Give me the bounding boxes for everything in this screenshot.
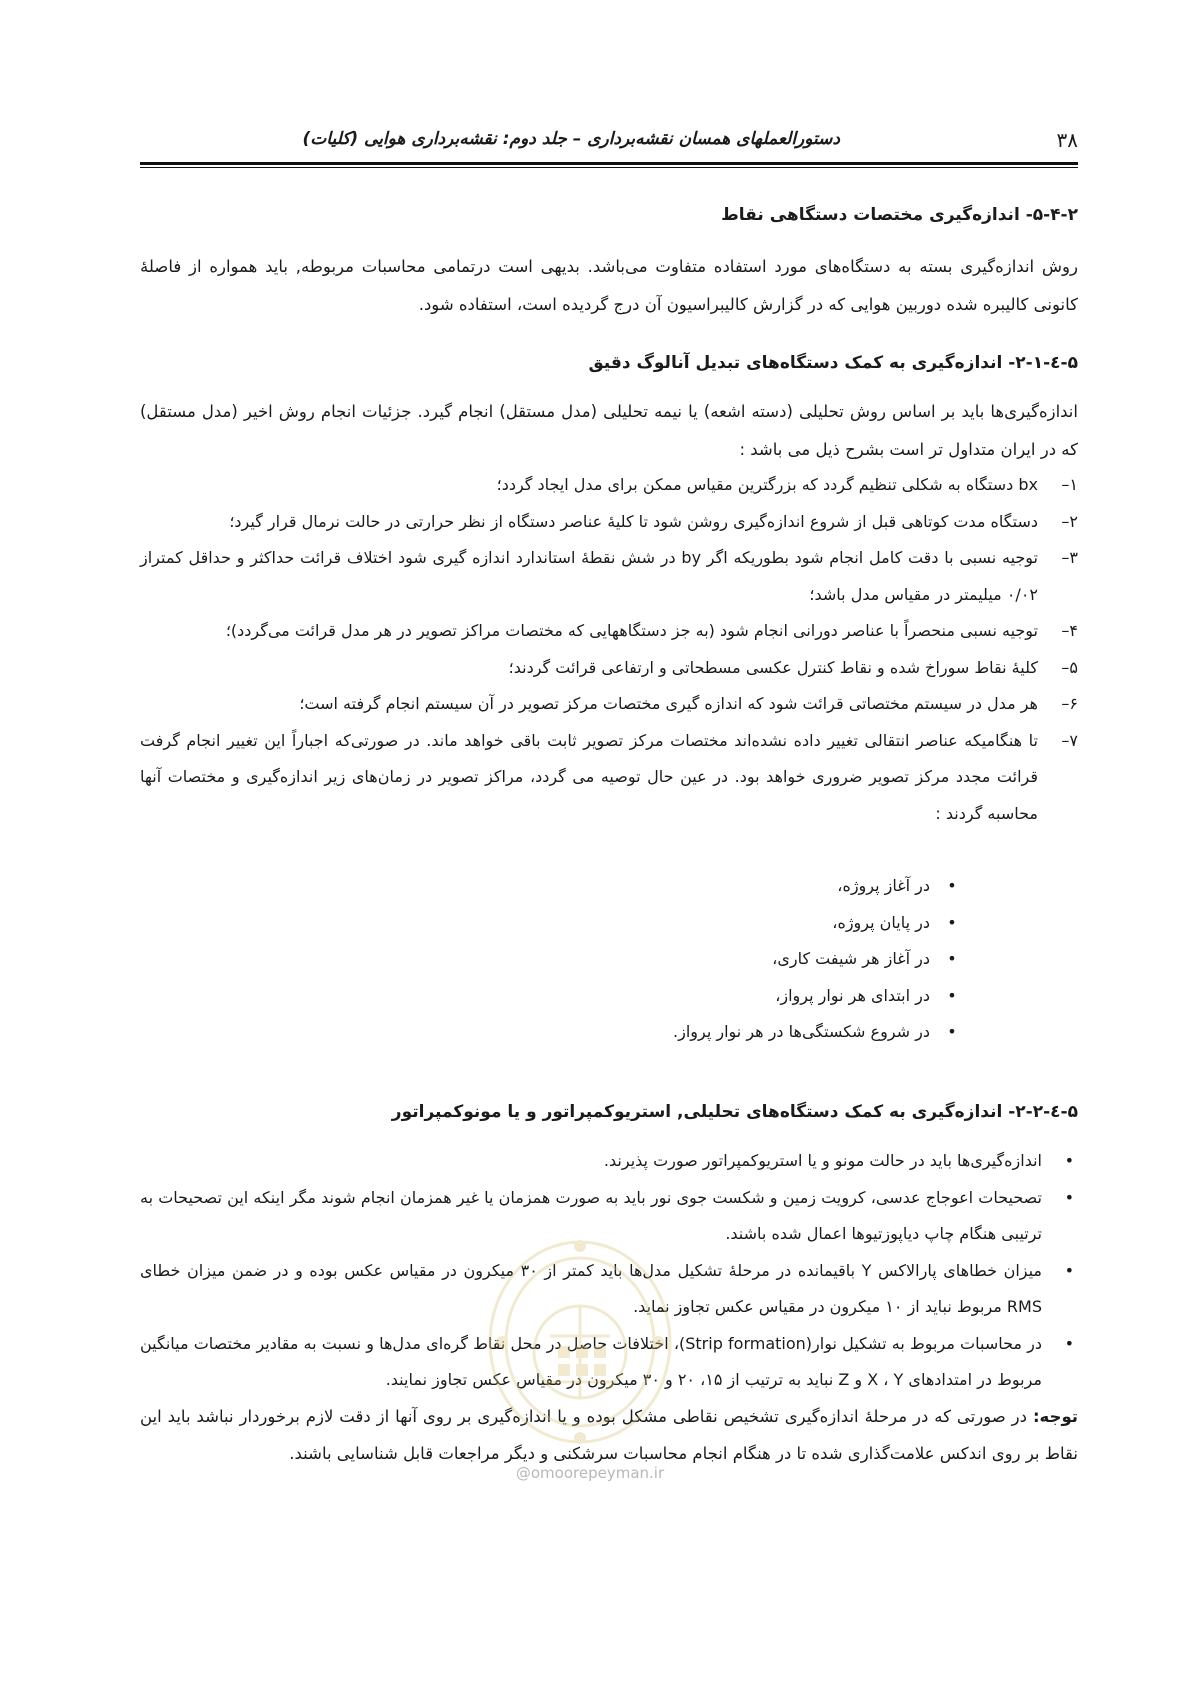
- list-item: ۵– کلیهٔ نقاط سوراخ شده و نقاط کنترل عکسی مسطحاتی و ارتفاعی قرائت گردند؛: [508, 657, 1078, 677]
- subsection1-heading: ۵-٤-۲-۱- اندازه‌گیری به کمک دستگاه‌های تبدیل آنالوگ دقیق: [588, 353, 1078, 373]
- list-item: • در آغاز هر شیفت کاری،: [772, 949, 957, 968]
- subsection1-bullet-sublist: [673, 868, 962, 1051]
- page-number: ۳۸: [1056, 128, 1078, 152]
- list-item: • در پایان پروژه،: [832, 912, 957, 932]
- section-intro-paragraph: روش اندازه‌گیری بسته به دستگاه‌های مورد استفاده متفاوت می‌باشد. بدیهی است درتمامی محاسبات مربوطه, باید همواره از فاصلهٔ کانونی کالیبره شده دوربین هوایی که در گزارش کالیبراسیون آن درج گردیده است، استفاده شود.: [140, 257, 1078, 314]
- list-item: • در محاسبات مربوط به تشکیل نوار(Strip formation)، اختلافات حاصل در محل نقاط گره‌ای مدل‌ها و نسبت به مقادیر مختصات میانگین مربوط در امتدادهای X ، Y و Z نباید به ترتیب از ۱۵، ۲۰ و ۳۰ میکرون در مقیاس عکس تجاوز نمایند.: [140, 1333, 1074, 1389]
- subsection1-intro-paragraph: اندازه‌گیری‌ها باید بر اساس روش تحلیلی (دسته اشعه) یا نیمه تحلیلی (مدل مستقل) انجام گیرد. جزئیات انجام روش اخیر (مدل مستقل) که در ایران متداول تر است بشرح ذیل می باشد :: [140, 402, 1078, 459]
- list-item: • اندازه‌گیری‌ها باید در حالت مونو و یا استریوکمپراتور صورت پذیرند.: [603, 1151, 1074, 1170]
- list-item: ۳– توجیه نسبی با دقت کامل انجام شود بطوریکه اگر by در شش نقطهٔ استاندارد اندازه گیری شود اختلاف قرائت حداکثر و حداقل کمتراز ۰/۰۲ میلیمتر در مقیاس مدل باشد؛: [140, 548, 1078, 604]
- list-item: • در ابتدای هر نوار پرواز،: [775, 985, 957, 1005]
- list-item: ۷– تا هنگامیکه عناصر انتقالی تغییر داده نشده‌اند مختصات مرکز تصویر ثابت باقی خواهد ماند. در صورتی‌که اجباراً این تغییر انجام گرفت قرائت مجدد مرکز تصویر ضروری خواهد بود. در عین حال توصیه می گردد، مراکز تصویر در زمان‌های زیر اندازه‌گیری و مختصات آنها محاسبه گردند :: [140, 730, 1078, 823]
- subsection1-numbered-list: [140, 467, 1078, 832]
- list-item: • در شروع شکستگی‌ها در هر نوار پرواز.: [673, 1022, 957, 1041]
- note-text: در صورتی که در مرحلهٔ اندازه‌گیری تشخیص نقاطی مشکل بوده و یا اندازه‌گیری بر روی آنها از دقت لازم برخوردار نباشد باید این نقاط بر روی اندکس علامت‌گذاری شده تا در هنگام انجام محاسبات سرشکنی و دیگر مراجعات قابل شناسایی باشند.: [140, 1407, 1078, 1463]
- watermark-seal-icon: [480, 1232, 680, 1452]
- list-item: • میزان خطاهای پارالاکس Y باقیمانده در مرحلهٔ تشکیل مدل‌ها باید کمتر از ۳۰ میکرون در مقیاس عکس بوده و در ضمن میزان خطای RMS مربوط نباید از ۱۰ میکرون در مقیاس عکس تجاوز نماید.: [140, 1260, 1074, 1316]
- list-item: ۲– دستگاه مدت کوتاهی قبل از شروع اندازه‌گیری روشن شود تا کلیهٔ عناصر دستگاه از نظر حرارتی در حالت نرمال قرار گیرد؛: [229, 511, 1078, 531]
- list-item: ۱– bx دستگاه به شکلی تنظیم گردد که بزرگترین مقیاس ممکن برای مدل ایجاد گردد؛: [496, 475, 1078, 494]
- header-rule-thick: [140, 162, 1078, 165]
- watermark-text: @omoorepeyman.ir: [515, 1464, 665, 1482]
- list-item: • تصحیحات اعوجاج عدسی، کرویت زمین و شکست جوی نور باید به صورت همزمان یا غیر همزمان انجام شوند مگر اینکه این تصحیحات به ترتیبی هنگام چاپ دیاپوزتیوها اعمال شده باشند.: [140, 1187, 1074, 1243]
- header-rule-thin: [140, 167, 1078, 168]
- subsection2-heading: ۵-٤-۲-۲- اندازه‌گیری به کمک دستگاه‌های تحلیلی, استریوکمپراتور و یا مونوکمپراتور: [391, 1102, 1078, 1122]
- list-item: • در آغاز پروژه،: [837, 876, 957, 895]
- list-item: ۶– هر مدل در سیستم مختصاتی قرائت شود که اندازه گیری مختصات مرکز تصویر در آن سیستم انجام گرفته است؛: [299, 694, 1078, 713]
- note-label: توجه:: [1032, 1407, 1078, 1426]
- running-header-title: دستورالعملهای همسان نقشه‌برداری – جلد دوم: نقشه‌برداری هوایی (کلیات): [302, 129, 840, 149]
- list-item: ۴– توجیه نسبی منحصراً با عناصر دورانی انجام شود (به جز دستگاههایی که مختصات مراکز تصویر در هر مدل قرائت می‌گردد)؛: [225, 621, 1078, 640]
- section-heading: ۵-۴-۲- اندازه‌گیری مختصات دستگاهی نقاط: [721, 205, 1078, 225]
